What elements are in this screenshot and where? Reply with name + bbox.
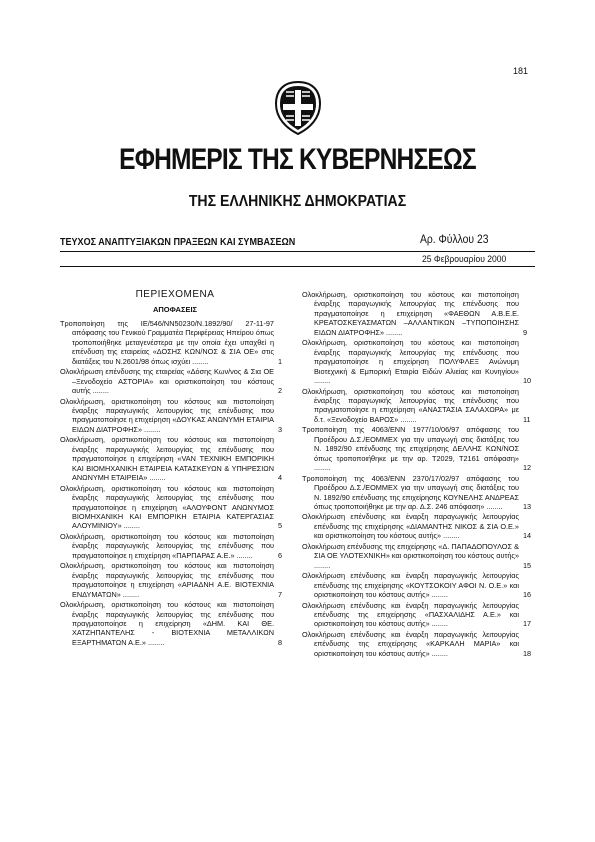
divider [60,266,535,267]
issue-type: ΤΕΥΧΟΣ ΑΝΑΠΤΥΞΙΑΚΩΝ ΠΡΑΞΕΩΝ ΚΑΙ ΣΥΜΒΑΣΕΩΝ [60,236,296,248]
divider [60,251,535,252]
gazette-subtitle: ΤΗΣ ΕΛΛΗΝΙΚΗΣ ΔΗΜΟΚΡΑΤΙΑΣ [188,193,407,210]
toc-entry: Ολοκλήρωση, οριστικοποίηση του κόστους και πιστοποίηση έναρξης παραγωγικής λειτουργίας της επένδυσης που πραγματοποίησε η επιχείρηση «VAN ΤΕΧΝΙΚΗ ΕΜΠΟΡΙΚΗ ΚΑΙ ΒΙΟΜΗΧΑΝΙΚΗ ΕΤΑΙΡΕΙΑ ΚΑΤΑΣΚΕΥΩΝ & ΥΠΗΡΕΣΙΩΝ ΑΝΩΝΥΜΗ ΕΤΑΙΡΕΙΑ» ........ 4 [60,435,283,483]
issue-date: 25 Φεβρουαρίου 2000 [422,254,507,265]
toc-entry: Ολοκλήρωση, οριστικοποίηση του κόστους και πιστοποίηση έναρξης παραγωγικής λειτουργίας της επένδυσης που πραγματοποίησε η επιχείρηση «ΠΑΡΠΑΡΑΣ Α.Ε.» ........ 6 [60,531,283,560]
gazette-title: ΕΦΗΜΕΡΙΣ ΤΗΣ ΚΥΒΕΡΝΗΣΕΩΣ [119,143,476,176]
issue-number: Αρ. Φύλλου 23 [420,234,489,246]
decisions-heading: ΑΠΟΦΑΣΕΙΣ [152,305,198,315]
page-number: 181 [513,66,529,76]
toc-entry: Ολοκλήρωση, οριστικοποίηση του κόστους και πιστοποίηση έναρξης παραγωγικής λειτουργίας της επένδυσης που πραγματοποίησε η επιχείρηση «ΑΛΟΥΦΟΝΤ ΑΝΩΝΥΜΟΣ ΒΙΟΜΗΧΑΝΙΚΗ ΚΑΙ ΕΜΠΟΡΙΚΗ ΕΤΑΙΡΙΑ ΚΑΤΕΡΓΑΣΙΑΣ ΑΛΟΥΜΙΝΙΟΥ» ........ 5 [60,483,283,531]
contents-right-column [302,290,535,659]
toc-entry: Ολοκλήρωση, οριστικοποίηση του κόστους και πιστοποίηση έναρξης παραγωγικής λειτουργίας της επένδυσης που πραγματοποίησε η επιχείρηση «ΦΑΕΘΩΝ Α.Β.Ε.Ε. ΚΡΕΑΤΟΣΚΕΥΑΣΜΑΤΩΝ –ΑΛΛΑΝΤΙΚΩΝ –ΤΥΠΟΠΟΙΗΣΗΣ ΕΙΔΩΝ ΔΙΑΤΡΟΦΗΣ» ........ 9 [302,290,528,337]
coat-of-arms-emblem [270,80,326,136]
toc-entry: Ολοκλήρωση επένδυσης και έναρξη παραγωγικής λειτουργίας επένδυσης της επιχείρησης «ΔΙΑΜΑΝΤΗΣ ΝΙΚΟΣ & ΣΙΑ Ο.Ε.» και οριστικοποίηση του κόστους αυτής» ........ 14 [302,512,532,541]
toc-entry: Ολοκλήρωση, οριστικοποίηση του κόστους και πιστοποίηση έναρξης παραγωγικής λειτουργίας της επένδυσης που πραγματοποίησε η επιχείρηση «ΔΗΜ. ΚΑΙ ΘΕ. ΧΑΤΖΗΠΑΝΤΕΛΗΣ - ΒΙΟΤΕΧΝΙΑ ΜΕΤΑΛΛΙΚΩΝ ΕΞΑΡΤΗΜΑΤΩΝ Α.Ε.» ........ 8 [60,600,283,647]
toc-entry: Ολοκλήρωση, οριστικοποίηση του κόστους και πιστοποίηση έναρξης παραγωγικής λειτουργίας της επένδυσης που πραγματοποίησε η επιχείρηση ΠΟΛΥΦΛΕΞ Ανώνυμη Βιοτεχνική & Εμπορική Εταιρία Ειδών Αλιείας και Κυνηγίου» ........ 10 [302,338,532,386]
contents-heading: ΠΕΡΙΕΧΟΜΕΝΑ [135,289,215,300]
toc-entry: Ολοκλήρωση επένδυσης και έναρξη παραγωγικής λειτουργίας επένδυσης της επιχείρησης «ΚΑΡΚΑΛΗ ΜΑΡΙΑ» και οριστικοποίηση του κόστους αυτής» ........ 18 [302,629,532,658]
contents-left-column [60,290,290,648]
toc-entry: Τροποποίηση της 4063/ΕΝΝ 1977/10/06/97 απόφασης του Προέδρου Δ.Σ./ΕΟΜΜΕΧ για την υπαγωγή στις διατάξεις του Ν. 1892/90 επένδυσης της επιχείρησης ΔΕΛΛΗΣ ΚΩΝ/ΝΟΣ όπως τροποποιήθηκε με την αρ. Τ2029, Τ2161 απόφαση» ........ 12 [302,425,532,473]
toc-entry: Ολοκλήρωση επένδυσης της εταιρείας «Δόσης Κων/νος & Σια ΟΕ –Ξενοδοχείο ΑΣΤΟΡΙΑ» και οριστικοποίηση του κόστους αυτής ........ 2 [60,367,283,396]
toc-entry: Ολοκλήρωση, οριστικοποίηση του κόστους και πιστοποίηση έναρξης παραγωγικής λειτουργίας της επένδυσης που πραγματοποίησε η επιχείρηση «ΑΝΑΣΤΑΣΙΑ ΣΑΛΑΧΩΡΑ» με δ.τ. «Ξενοδοχείο ΒΑΡΟΣ» ........ 11 [302,386,531,424]
toc-entry: Τροποποίηση της ΙΕ/546/ΝΝ50230/Ν.1892/90/ 27-11-97 απόφασης του Γενικού Γραμματέα Περιφέρειας Ηπείρου όπως τροποποιήθηκε μεταγενέστερα με την οποία έχει υπαχθεί η επένδυση της εταιρείας «ΔΟΣΗΣ ΚΩΝ/ΝΟΣ & ΣΙΑ ΟΕ» στις διατάξεις του Ν.2601/98 όπως ισχύει ........ 1 [60,318,283,366]
toc-entry: Ολοκλήρωση επένδυσης και έναρξη παραγωγικής λειτουργίας επένδυσης της επιχείρησης «ΚΟΥΤΣΟΚΟΙΥ ΑΦΟΙ Ν. Ο.Ε.» και οριστικοποίηση του κόστους αυτής» ........ 16 [302,571,532,600]
toc-entry: Ολοκλήρωση επένδυσης και έναρξη παραγωγικής λειτουργίας επένδυσης της επιχείρησης «ΠΑΣΧΑΛΙΔΗΣ Α.Ε.» και οριστικοποίηση του κόστους αυτής» ........ 17 [302,600,532,629]
toc-entry: Ολοκλήρωση, οριστικοποίηση του κόστους και πιστοποίηση έναρξης παραγωγικής λειτουργίας της επένδυσης που πραγματοποίησε η επιχείρηση «ΔΟΥΚΑΣ ΑΝΩΝΥΜΗ ΕΤΑΙΡΙΑ ΕΙΔΩΝ ΔΙΑΤΡΟΦΗΣ» ........ 3 [60,396,283,434]
toc-entry: Ολοκλήρωση, οριστικοποίηση του κόστους και πιστοποίηση έναρξης παραγωγικής λειτουργίας της επένδυσης που πραγματοποίησε η επιχείρηση «ΑΡΙΑΔΝΗ Α.Ε. ΒΙΟΤΕΧΝΙΑ ΕΝΔΥΜΑΤΩΝ» ........ 7 [60,561,283,599]
toc-entry: Ολοκλήρωση επένδυσης της επιχείρησης «Δ. ΠΑΠΑΔΟΠΟΥΛΟΣ & ΣΙΑ ΟΕ ΥΛΟΤΕΧΝΙΚΗ» και οριστικοποίηση του κόστους αυτής» ........ 15 [302,541,532,570]
toc-entry: Τροποποίηση της 4063/ΕΝΝ 2370/17/02/97 απόφασης του Προέδρου Δ.Σ./ΕΟΜΜΕΧ για την υπαγωγή στις διατάξεις του Ν. 1892/90 επένδυσης της επιχείρησης ΚΟΥΝΕΛΗΣ ΑΝΔΡΕΑΣ όπως τροποποιήθηκε με την αρ. Δ.Σ. 246 απόφαση» ........ 13 [302,473,532,511]
